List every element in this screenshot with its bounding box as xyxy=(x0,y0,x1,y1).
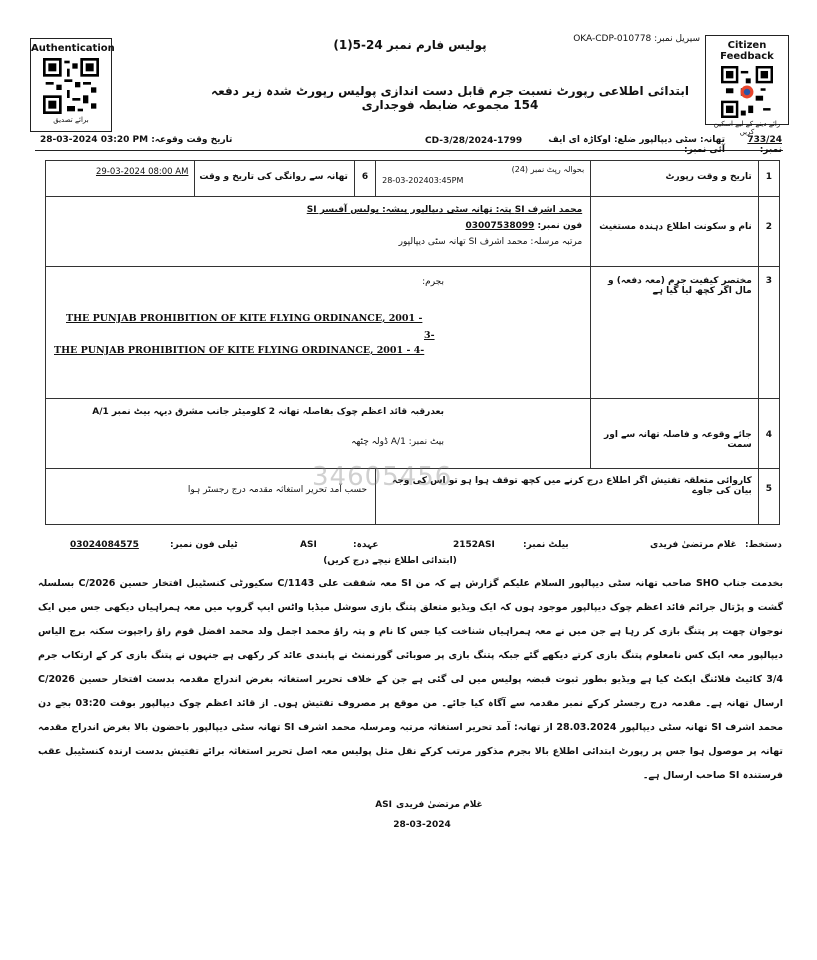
row3-number-cell xyxy=(758,267,779,399)
efir-number: CD-3/28/2024-1799 xyxy=(425,136,523,146)
crime-label: بجرم: xyxy=(422,277,444,287)
row2-label-cell xyxy=(591,197,759,267)
watermark: 34605456 xyxy=(312,462,453,492)
form-subtitle: ابتدائی اطلاعی رپورٹ نسبت جرم قابل دست اندازی پولیس رپورٹ شدہ زیر دفعہ 154 مجموعہ ضابطہ فوجداری xyxy=(211,84,689,112)
row4-label: جائے وقوعہ و فاصلہ تھانہ سے اور سمت xyxy=(604,430,752,450)
citizen-feedback-title: Citizen Feedback xyxy=(720,40,774,62)
authentication-title: Authentication xyxy=(31,43,115,54)
law-1-section: 3- xyxy=(424,330,435,341)
row3-label-cell xyxy=(591,267,759,399)
officer-rank: ASI xyxy=(300,540,317,550)
complainant-phone-line xyxy=(242,221,582,231)
place-details-cell xyxy=(46,399,591,469)
row2-number: 2 xyxy=(765,222,773,232)
departure-date-value: 29-03-2024 08:00 AM xyxy=(95,167,189,177)
law-1: THE PUNJAB PROHIBITION OF KITE FLYING ORDINANCE, 2001 - xyxy=(66,313,423,324)
authentication-qr-box xyxy=(30,38,115,132)
serial-number-value: OKA-CDP-010778 xyxy=(573,34,652,44)
row1-label: تاریخ و وقت رپورٹ xyxy=(665,172,752,182)
first-information-instruction: (ابتدائی اطلاع نیچے درج کریں) xyxy=(323,556,457,566)
departure-label: تھانہ سے روانگی کی تاریخ و وقت xyxy=(199,172,348,182)
fir-narrative: بخدمت جناب SHO صاحب تھانہ سٹی دیپالپور السلام علیکم گزارش ہے کہ من SI معہ شفقت علی C/1143 سکیورٹی کنسٹیبل افتخار حسین C/2026 بسلسلہ گشت و پڑتال جرائم قائد اعظم چوک دیپالپور موجود ہوں کہ ایک ویڈیو متعلق پتنگ بازی سوشل میڈیا واٹس ایپ گروپ میں معہ ہمراہیاں دیکھی جس میں ایک نوجوان چھت پر پتنگ بازی کر رہا ہے جن میں نے معہ ہمراہیاں شناخت کیا جس کا نام و پتہ راؤ محمد اجمل ولد محمد افضل قوم راؤ راجپوت سکنہ برج الیاس دیپالپور معہ ایک کس نامعلوم پتنگ بازی کرتے دیکھے گئے جبکہ پتنگ بازی پر صوبائی گورنمنٹ نے پابندی عائد کر رکھی ہے جنہوں نے پتنگ بازی کر کے ارتکاب جرم 3/4 کائیٹ فلائنگ ایکٹ کیا ہے ویڈیو بطور ثبوت قبضہ پولیس میں لی گئی ہے جن کے خلاف تحریر استغاثہ بغرض اندراج مقدمہ بدست افتخار حسین C/2026 ارسال تھانہ ہے۔ مقدمہ درج رجسٹر کرکے نمبر مقدمہ سے آگاہ کیا جائے۔ من موقع پر مصروف تفتیش ہوں۔ از قائد اعظم چوک دیپالپور بوقت 03:20 بجے دن محمد اشرف SI تھانہ سٹی دیپالپور 28.03.2024 از تھانہ: آمد تحریر استغاثہ مرتبہ ومرسلہ محمد اشرف SI تھانہ سٹی دیپالپور باحضون بالا بغرض اندراج مقدمہ تھانہ پر موصول ہوا جس پر رپورٹ ابتدائی اطلاع بالا بجرم مذکور مرتب کرکے نقل مثل پولیس معہ اصل تحریر استغاثہ برائے تفتیش بدست ارندہ کنسٹیبل عقب فرستندہ SI صاحب ارسال ہے۔ xyxy=(38,578,784,781)
crime-details-cell xyxy=(46,267,591,399)
row3-number: 3 xyxy=(765,276,773,286)
row2-label: نام و سکونت اطلاع دہندہ مستغیث xyxy=(599,222,752,232)
footer-rank: ASI xyxy=(375,800,392,810)
citizen-feedback-qr-box xyxy=(705,35,789,136)
complainant-line1: محمد اشرف SI پتہ: تھانہ سٹی دیپالپور پیشہ: پولیس آفیسر SI xyxy=(306,205,583,215)
row4-number-cell xyxy=(758,399,779,469)
thana-info: تھانہ: سٹی دیپالپور ضلع: اوکاڑہ ای ایف آئی نمبر: xyxy=(548,135,725,155)
complainant-details-cell xyxy=(46,197,591,267)
row3-label: مختصر کیفیت جرم (معہ دفعہ) و مال اگر کچھ لیا گیا ہے xyxy=(608,276,752,296)
row1-number-cell xyxy=(758,161,779,197)
fir-number xyxy=(726,135,782,155)
incident-date-label: تاریخ وقت وقوعہ: xyxy=(151,135,233,145)
authentication-caption: برائے تصدیق xyxy=(53,116,89,124)
row1-departure-date-cell xyxy=(46,161,195,197)
footer-name: غلام مرتضیٰ فریدی xyxy=(396,800,483,810)
incident-date xyxy=(40,135,232,145)
officer-belt-label: بیلٹ نمبر: xyxy=(523,540,569,550)
row1-number: 1 xyxy=(765,172,773,182)
fir-number-label: نمبر: xyxy=(759,145,782,155)
action-taken: حسب آمد تحریر استغاثہ مقدمہ درج رجسٹر ہوا xyxy=(187,485,368,495)
citizen-feedback-caption: رائے دینے کے لیے اسکین کریں xyxy=(713,120,781,136)
report-reference-cell xyxy=(376,161,591,197)
row2-number-cell xyxy=(758,197,779,267)
report-reference-date: 28-03-202403:45PM xyxy=(382,176,464,185)
serial-number-label: سیریل نمبر: xyxy=(654,34,700,44)
citizen-feedback-qr-code[interactable] xyxy=(721,66,773,118)
form-title: پولیس فارم نمبر 24-5(1) xyxy=(333,38,487,52)
row5-number-cell xyxy=(758,469,779,525)
officer-name: غلام مرتضیٰ فریدی xyxy=(650,540,737,550)
incident-date-value: 28-03-2024 03:20 PM xyxy=(40,135,149,145)
row4-label-cell xyxy=(591,399,759,469)
signature-line xyxy=(70,540,785,556)
serial-number xyxy=(560,34,700,44)
row1-label-cell xyxy=(591,161,759,197)
signature-label: دستخط: xyxy=(745,540,782,550)
officer-phone-label: ٹیلی فون نمبر: xyxy=(170,540,238,550)
authentication-qr-code[interactable] xyxy=(43,58,99,114)
fir-number-value: 733/24 xyxy=(747,135,782,145)
officer-phone: 03024084575 xyxy=(70,540,139,550)
row5-label: کاروائی متعلقہ تفتیش اگر اطلاع درج کرنے میں کچھ توقف ہوا ہو تو اس کی وجہ بیان کی جاوے xyxy=(392,476,752,496)
footer-date: 28-03-2024 xyxy=(393,820,451,830)
complainant-phone-label: فون نمبر: xyxy=(537,221,583,231)
complainant-line3: مرتبہ مرسلہ: محمد اشرف SI تھانہ سٹی دیپالپور xyxy=(398,237,583,247)
row5-number: 5 xyxy=(765,484,773,494)
departure-label-cell xyxy=(195,161,355,197)
officer-belt: 2152ASI xyxy=(453,540,495,550)
row6-number-cell xyxy=(354,161,375,197)
row6-number: 6 xyxy=(361,172,369,182)
report-reference: بحوالہ رپٹ نمبر (24) xyxy=(511,165,585,174)
complainant-phone: 03007538099 xyxy=(465,221,535,231)
beat-number: بیٹ نمبر: A/1 ڈولہ چٹھہ xyxy=(351,437,444,447)
officer-rank-label: عہدہ: xyxy=(353,540,379,550)
law-2: THE PUNJAB PROHIBITION OF KITE FLYING ORDINANCE, 2001 - 4- xyxy=(54,345,425,356)
row4-number: 4 xyxy=(765,430,773,440)
place-of-occurrence: بعدرقبہ قائد اعظم چوک بفاصلہ تھانہ 2 کلومیٹر جانب مشرق دیہہ بیٹ نمبر 1/A xyxy=(92,407,444,417)
